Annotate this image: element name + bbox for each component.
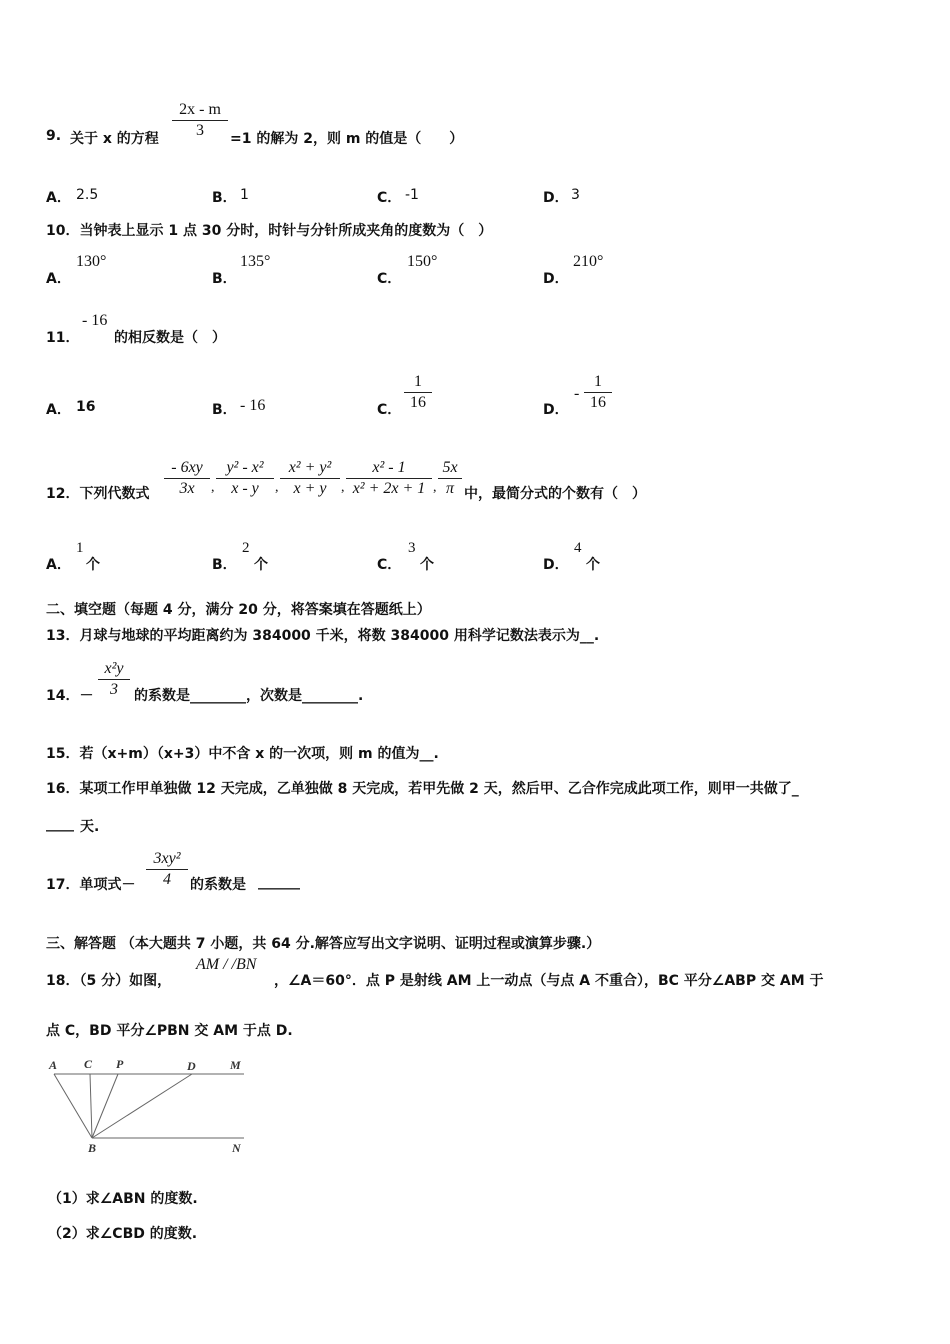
q10-option-c-value: 150° [407,253,438,270]
q12-frac1-numerator: - 6xy [164,459,210,479]
label-d: D [187,1059,196,1073]
q12-option-c-unit: 个 [420,557,434,573]
section-2-heading: 二、填空题（每题 4 分，满分 20 分，将答案填在答题纸上） [46,602,431,618]
segment-ab [54,1074,92,1138]
q11-option-c-label: C． [377,402,402,418]
q12-frac3-denominator: x + y [293,480,327,497]
q14-fraction [98,660,130,699]
q14-number: 14．－ [46,688,94,704]
q17-frac-numerator: 3xy² [146,850,188,870]
q18-geometry-figure [44,1056,254,1156]
segment-bc [90,1074,92,1138]
q14-frac-numerator: x²y [98,660,130,680]
q11-option-c-numerator: 1 [404,373,432,393]
q12-option-a-label: A． [46,557,71,573]
q12-frac4-numerator: x² - 1 [346,459,432,479]
q16-line-1: 16．某项工作甲单独做 12 天完成，乙单独做 8 天完成，若甲先做 2 天，然后甲、乙合作完成此项工作，则甲一共做了_ [46,781,799,797]
q12-option-b-label: B． [212,557,237,573]
q12-separator: , [433,480,437,495]
q9-number: 9. [46,128,62,144]
q9-text-after: =1 的解为 2，则 m 的值是（ ） [230,131,464,147]
segment-bd [92,1074,192,1138]
q10-option-a-label: A． [46,271,71,287]
q17-fraction [146,850,188,889]
q12-option-c-label: C． [377,557,402,573]
q18-math: AM / /BN [196,956,257,973]
q12-option-c-value: 3 [408,540,416,556]
q12-separator: , [341,480,345,495]
q12-frac5-denominator: π [445,480,454,497]
q10-option-b-value: 135° [240,253,271,270]
q9-option-a-label: A． [46,190,71,206]
q12-separator: , [211,480,215,495]
q9-option-b-label: B． [212,190,237,206]
q11-option-a-label: A． [46,402,71,418]
q18-sub-question-1: （1）求∠ABN 的度数. [48,1191,198,1207]
q12-fraction-5 [438,459,462,498]
q12-text-before: 12．下列代数式 [46,486,150,502]
q12-option-d-unit: 个 [586,557,600,573]
q12-fraction-1 [164,459,210,498]
label-b: B [88,1141,97,1155]
label-n: N [232,1141,241,1155]
section-3-heading: 三、解答题 （本大题共 7 小题，共 64 分.解答应写出文字说明、证明过程或演算步骤.） [46,936,601,952]
q18-line-2: 点 C，BD 平分∠PBN 交 AM 于点 D. [46,1023,293,1039]
q11-option-c-denominator: 16 [410,394,426,411]
q12-frac1-denominator: 3x [179,480,195,497]
q10-option-d-label: D． [543,271,569,287]
q12-text-after: 中，最简分式的个数有（ ） [464,486,646,502]
q18-line-1-rest: ，∠A＝60°．点 P 是射线 AM 上一动点（与点 A 不重合），BC 平分∠ABP 交 AM 于 [274,973,824,989]
q9-option-c-label: C． [377,190,402,206]
q12-fraction-4 [346,459,432,498]
q12-frac2-denominator: x - y [231,480,259,497]
q12-option-d-label: D． [543,557,569,573]
q11-option-d-label: D． [543,402,569,418]
q14-text: 的系数是________，次数是________. [134,688,364,704]
q9-frac-denominator: 3 [196,122,204,139]
q18-sub-question-2: （2）求∠CBD 的度数. [48,1226,198,1242]
q12-frac2-numerator: y² - x² [216,459,274,479]
q10-text: 10．当钟表上显示 1 点 30 分时，时针与分针所成夹角的度数为（ ） [46,223,493,239]
q12-frac5-numerator: 5x [438,459,462,479]
q10-option-d-value: 210° [573,253,604,270]
q12-option-a-unit: 个 [86,557,100,573]
q11-option-c-fraction [404,373,432,412]
q12-frac3-numerator: x² + y² [280,459,340,479]
q12-option-a-value: 1 [76,540,84,556]
q12-option-d-value: 4 [574,540,582,556]
q17-frac-denominator: 4 [163,871,171,888]
q17-blank: ______ [258,874,300,890]
question-13: 13．月球与地球的平均距离约为 384000 千米，将数 384000 用科学记数法表示为__. [46,628,600,644]
q12-option-b-unit: 个 [254,557,268,573]
q10-option-c-label: C． [377,271,402,287]
q10-option-b-label: B． [212,271,237,287]
q9-text-before: 关于 x 的方程 [70,131,159,147]
label-a: A [49,1058,58,1072]
label-c: C [84,1057,93,1071]
segment-bp [92,1074,118,1138]
q11-option-d-numerator: 1 [584,373,612,393]
q11-option-b-label: B． [212,402,237,418]
q11-option-d-prefix: - [574,385,580,402]
q11-option-d-denominator: 16 [590,394,606,411]
q18-prefix: 18．（5 分）如图， [46,973,172,989]
q17-number: 17．单项式－ [46,877,136,893]
q9-option-d-value: 3 [571,187,580,203]
label-p: P [116,1057,124,1071]
q11-option-b-value: - 16 [240,397,266,414]
q9-option-c-value: -1 [405,187,419,203]
q16-line-2-blank: ____ [46,816,74,832]
q9-frac-numerator: 2x - m [172,101,228,121]
q11-text: 的相反数是（ ） [114,330,226,346]
q14-frac-denominator: 3 [110,681,118,698]
q11-option-a-value: 16 [76,399,96,415]
q9-fraction [172,101,228,140]
label-m: M [230,1058,241,1072]
q12-option-b-value: 2 [242,540,250,556]
q12-separator: , [275,480,279,495]
q9-option-a-value: 2.5 [76,187,99,203]
q11-number: 11． [46,330,80,346]
q12-frac4-denominator: x² + 2x + 1 [352,480,426,497]
question-15: 15．若（x+m）（x+3）中不含 x 的一次项，则 m 的值为__. [46,746,439,762]
q10-option-a-value: 130° [76,253,107,270]
q11-math: - 16 [82,312,108,329]
q12-fraction-2 [216,459,274,498]
q11-option-d-fraction [584,373,612,412]
q12-fraction-3 [280,459,340,498]
q17-text: 的系数是 [190,877,246,893]
q16-line-2-text: 天. [80,819,100,835]
q9-option-b-value: 1 [240,187,249,203]
q9-option-d-label: D． [543,190,569,206]
